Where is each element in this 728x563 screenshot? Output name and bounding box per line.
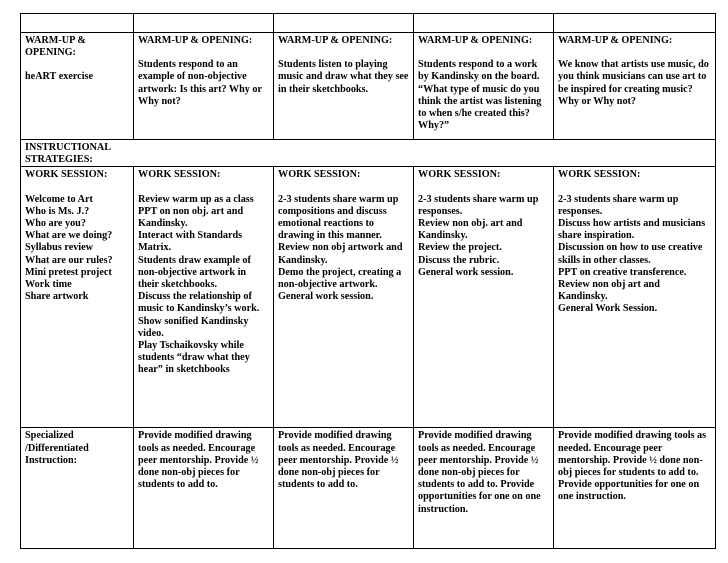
work-title: WORK SESSION: (418, 169, 501, 181)
work-cell-day3 (414, 167, 554, 428)
work-cell-day2 (274, 167, 414, 428)
specialized-cell-day1 (134, 428, 274, 549)
work-text: Review warm up as a class PPT on non obj. art and Kandinsky. Interact with Standards Matrix. Students draw example of non-objective artwork in their sketchbooks. Discuss the relationship of music to Kandinsky’s work. Show sonified Kandinsky video. Play Tschaikovsky while students “draw what they hear” in sketchbooks (138, 193, 260, 376)
warmup-title: WARM-UP & OPENING: (25, 35, 86, 59)
specialized-instruction-row (21, 428, 716, 549)
specialized-cell-day3 (414, 428, 554, 549)
warmup-text: Students respond to an example of non-objective artwork: Is this art? Why or Why not? (138, 59, 262, 107)
instructional-strategies-row (21, 140, 716, 167)
specialized-text: Provide modified drawing tools as needed. Encourage peer mentorship. Provide ½ done non-obj pieces for students to add to. (138, 430, 259, 491)
warmup-text: Students respond to a work by Kandinsky on the board. “What type of music do you think the artist was listening to when s/he created this? Why?” (418, 59, 542, 132)
work-cell-label (21, 167, 134, 428)
work-items: Welcome to Art Who is Ms. J.? Who are you? What are we doing? Syllabus review What are our rules? Mini pretest project Work time Share artwork (25, 193, 113, 303)
warmup-cell-day2 (274, 33, 414, 140)
instructional-strategies-cell (21, 140, 716, 167)
work-text: 2-3 students share warm up responses. Review non obj. art and Kandinsky. Review the project. Discuss the rubric. General work session. (418, 193, 539, 278)
empty-cell (554, 14, 716, 33)
instructional-strategies-label: INSTRUCTIONAL STRATEGIES: (25, 142, 112, 166)
work-session-row (21, 167, 716, 428)
warmup-text: We know that artists use music, do you think musicians can use art to be inspired for creating music? Why or Why not? (558, 59, 709, 107)
specialized-text: Provide modified drawing tools as needed. Encourage peer mentorship. Provide ½ done non-obj pieces for students to add to. (278, 430, 399, 491)
warmup-cell-label (21, 33, 134, 140)
empty-cell (274, 14, 414, 33)
work-cell-day1 (134, 167, 274, 428)
warmup-cell-day1 (134, 33, 274, 140)
work-title: WORK SESSION: (25, 169, 108, 181)
empty-cell (134, 14, 274, 33)
warmup-row (21, 33, 716, 140)
specialized-cell-day4 (554, 428, 716, 549)
warmup-title: WARM-UP & OPENING: (558, 35, 673, 46)
warmup-title: WARM-UP & OPENING: (138, 35, 253, 46)
specialized-cell-day2 (274, 428, 414, 549)
warmup-text: heART exercise (25, 71, 94, 83)
specialized-label: Specialized /Differentiated Instruction: (25, 430, 89, 466)
work-title: WORK SESSION: (138, 169, 221, 181)
specialized-text: Provide modified drawing tools as needed. Encourage peer mentorship. Provide ½ done non-obj pieces for students to add to. Provide opportunities for one on one instruction. (558, 430, 707, 503)
warmup-text: Students listen to playing music and draw what they see in their sketchbooks. (278, 59, 409, 95)
empty-cell (21, 14, 134, 33)
warmup-title: WARM-UP & OPENING: (278, 35, 393, 46)
work-title: WORK SESSION: (558, 169, 641, 181)
warmup-cell-day3 (414, 33, 554, 140)
work-cell-day4 (554, 167, 716, 428)
work-text: 2-3 students share warm up compositions and discuss emotional reactions to drawing in this manner. Review non obj artwork and Kandinsky. Demo the project, creating a non-objective artwork. General work session. (278, 193, 403, 303)
warmup-title: WARM-UP & OPENING: (418, 35, 533, 46)
warmup-cell-day4 (554, 33, 716, 140)
work-title: WORK SESSION: (278, 169, 361, 181)
work-text: 2-3 students share warm up responses. Discuss how artists and musicians share inspiration. Discussion on how to use creative skills in other classes. PPT on creative transference. Review non obj art and Kandinsky. General Work Session. (558, 193, 706, 315)
specialized-text: Provide modified drawing tools as needed. Encourage peer mentorship. Provide ½ done non-obj pieces for students to add to. Provide opportunities for one on one instruction. (418, 430, 541, 515)
specialized-cell-label (21, 428, 134, 549)
empty-cell (414, 14, 554, 33)
lesson-plan-table (20, 13, 716, 549)
header-row-empty (21, 14, 716, 33)
